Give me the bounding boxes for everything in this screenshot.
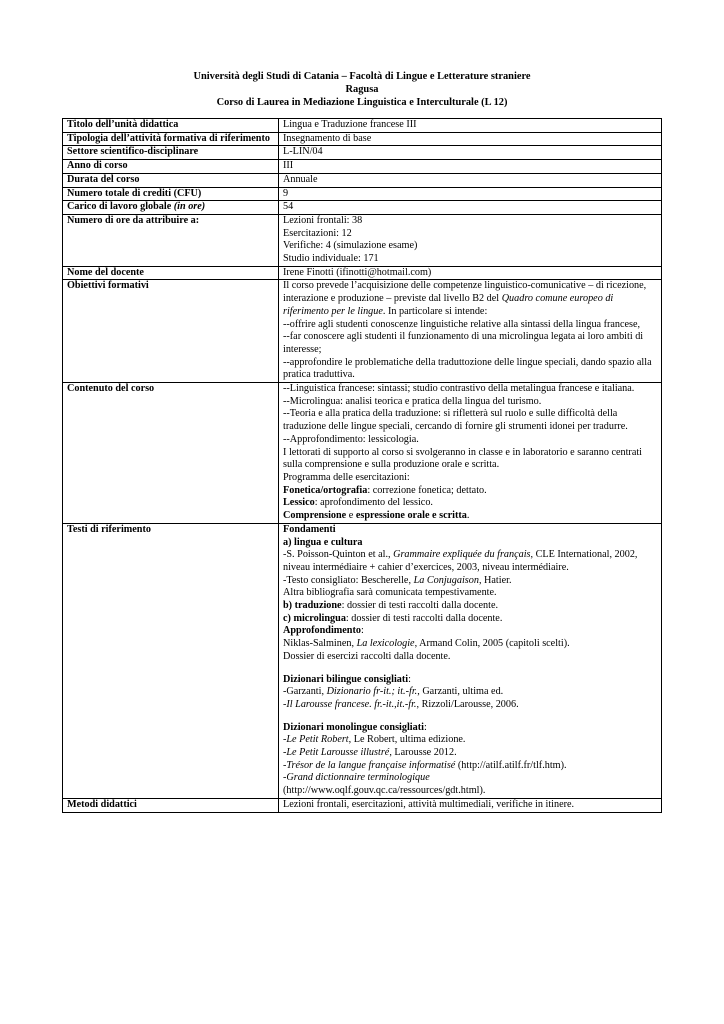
- value-durata: Annuale: [279, 173, 662, 187]
- contenuto-item: --Linguistica francese: sintassi; studio contrastivo della metalingua francese e italiana.: [283, 383, 635, 395]
- label-carico-main: Carico di lavoro globale: [67, 201, 174, 213]
- ref-title: -Le Petit Robert: [283, 734, 349, 746]
- ref-text: , Garzanti, ultima ed.: [417, 686, 504, 698]
- label-obiettivi: Obiettivi formativi: [63, 280, 279, 383]
- spacer: [283, 664, 657, 674]
- contenuto-item: --Approfondimento: lessicologia.: [283, 433, 419, 445]
- ref-title: La Conjugaison: [413, 574, 479, 586]
- testi-ref: [283, 734, 657, 747]
- obiettivi-intro-a: Il corso prevede l’acquisizione delle competenze linguistico-comunicative – di ricezione, interazione e produzione – previste dal livello B2 del: [283, 280, 647, 305]
- fondamenti-label: Fondamenti: [283, 523, 336, 535]
- ref-text: -Garzanti,: [283, 686, 327, 698]
- approfondimento-label: Approfondimento: [283, 625, 361, 637]
- bilingue-colon: :: [408, 673, 411, 685]
- contenuto-programma: Programma delle esercitazioni:: [283, 471, 410, 483]
- testi-ref: [283, 699, 657, 712]
- ref-text: , Le Robert, ultima edizione.: [348, 734, 466, 746]
- testi-microlingua: [283, 613, 657, 626]
- label-metodi: Metodi didattici: [63, 798, 279, 812]
- label-durata: Durata del corso: [63, 173, 279, 187]
- ore-lezioni: Lezioni frontali: 38: [283, 214, 363, 226]
- testi-approfondimento-heading: [283, 625, 657, 638]
- obiettivi-item: --approfondire le problematiche della traduttozione delle lingue speciali, dando spazio alla pratica traduttiva.: [283, 356, 652, 381]
- ref-text: , Armand Colin, 2005 (capitoli scelti).: [414, 638, 570, 650]
- row-testi: [63, 523, 662, 798]
- lingua-cultura-label: a) lingua e cultura: [283, 536, 363, 548]
- label-tipologia: Tipologia dell’attività formativa di riferimento: [63, 132, 279, 146]
- label-docente: Nome del docente: [63, 266, 279, 280]
- ref-title: -Il Larousse francese. fr.-it.,it.-fr.: [283, 698, 417, 710]
- spacer: [283, 712, 657, 722]
- row-docente: [63, 266, 662, 280]
- esercitazione-comprensione: [283, 510, 657, 523]
- testi-note: Altra bibliografia sarà comunicata tempestivamente.: [283, 587, 497, 599]
- ref-text: (http://atilf.atilf.fr/tlf.htm).: [455, 759, 567, 771]
- testi-fondamenti-heading: [283, 524, 657, 537]
- row-contenuto: [63, 383, 662, 524]
- value-titolo: Lingua e Traduzione francese III: [279, 119, 662, 133]
- label-anno: Anno di corso: [63, 160, 279, 174]
- testi-ref: [283, 760, 657, 773]
- value-ore: [279, 214, 662, 266]
- row-carico: [63, 201, 662, 215]
- ref-text: -Testo consigliato: Bescherelle,: [283, 574, 414, 586]
- row-obiettivi: [63, 280, 662, 383]
- ore-verifiche: Verifiche: 4 (simulazione esame): [283, 240, 418, 252]
- approfondimento-colon: :: [360, 625, 364, 637]
- microlingua-text: : dossier di testi raccolti dalla docente.: [345, 612, 503, 624]
- testi-ref: [283, 638, 657, 651]
- ore-esercitazioni: Esercitazioni: 12: [283, 227, 352, 239]
- lessico-text: : aprofondimento del lessico.: [314, 497, 433, 509]
- ref-title: -Le Petit Larousse illustré: [283, 747, 390, 759]
- ref-text: , CLE International, 2002, niveau intermédiaire + cahier d’exercices, 2003, niveau intermédiaire.: [283, 549, 638, 573]
- label-carico: [63, 201, 279, 215]
- row-titolo: [63, 119, 662, 133]
- monolingue-colon: :: [423, 721, 427, 733]
- contenuto-item: --Microlingua: analisi teorica e pratica della lingua del turismo.: [283, 395, 542, 407]
- testi-ref: [283, 772, 657, 785]
- value-contenuto: [279, 383, 662, 524]
- bilingue-label: Dizionari bilingue consigliati: [283, 673, 409, 685]
- obiettivi-item: --offrire agli studenti conoscenze linguistiche relative alla sintassi della lingua francese,: [283, 318, 641, 330]
- testi-ref: [283, 575, 657, 588]
- university-line: Università degli Studi di Catania – Facoltà di Lingue e Letterature straniere: [193, 71, 531, 82]
- row-anno: [63, 160, 662, 174]
- value-carico: 54: [279, 201, 662, 215]
- fonetica-heading: Fonetica/ortografia: [283, 484, 368, 496]
- degree-line: Corso di Laurea in Mediazione Linguistica e Interculturale (L 12): [216, 97, 508, 108]
- label-ore: Numero di ore da attribuire a:: [63, 214, 279, 266]
- value-testi: [279, 523, 662, 798]
- microlingua-label: c) microlingua: [283, 612, 346, 624]
- label-titolo: Titolo dell’unità didattica: [63, 119, 279, 133]
- label-carico-unit: (in ore): [173, 201, 206, 213]
- testi-bilingue-heading: [283, 674, 657, 687]
- row-crediti: [63, 187, 662, 201]
- label-contenuto: Contenuto del corso: [63, 383, 279, 524]
- document-header: [0, 70, 724, 109]
- ref-title: La lexicologie: [356, 638, 415, 650]
- row-metodi: [63, 798, 662, 812]
- ref-title: -Grand dictionnaire terminologique: [283, 772, 430, 784]
- value-tipologia: Insegnamento di base: [279, 132, 662, 146]
- lessico-heading: Lessico: [283, 497, 315, 509]
- ref-text: , Hatier.: [478, 574, 512, 586]
- city-line: Ragusa: [345, 84, 379, 95]
- ref-title: -Trésor de la langue française informatisé: [283, 759, 456, 771]
- esercitazione-lessico: [283, 497, 657, 510]
- label-settore: Settore scientifico-disciplinare: [63, 146, 279, 160]
- obiettivi-intro: [283, 280, 657, 318]
- value-settore: L-LIN/04: [279, 146, 662, 160]
- value-crediti: 9: [279, 187, 662, 201]
- value-anno: III: [279, 160, 662, 174]
- row-tipologia: [63, 132, 662, 146]
- contenuto-item: --Teoria e alla pratica della traduzione: si rifletterà sul ruolo e sulle difficoltà della traduzione delle lingue speciali, cercando di fornire gli strumenti idonei per tradurre.: [283, 408, 628, 433]
- ref-text: Niklas-Salminen,: [283, 638, 357, 650]
- course-info-table: [62, 118, 662, 813]
- testi-ref: [283, 549, 657, 574]
- esercitazione-fonetica: [283, 485, 657, 498]
- ref-text: , Rizzoli/Larousse, 2006.: [416, 698, 519, 710]
- obiettivi-intro-b: . In particolare si intende:: [382, 305, 488, 317]
- value-docente: Irene Finotti (ifinotti@hotmail.com): [279, 266, 662, 280]
- testi-note: Dossier di esercizi raccolti dalla docente.: [283, 650, 451, 662]
- ref-text: -S. Poisson-Quinton et al.,: [283, 549, 394, 561]
- espressione-heading: espressione orale e scritta: [355, 510, 467, 522]
- obiettivi-item: --far conoscere agli studenti il funzionamento di una microlingua legata ai loro ambiti di interesse;: [283, 331, 644, 355]
- row-settore: [63, 146, 662, 160]
- label-testi: Testi di riferimento: [63, 523, 279, 798]
- ref-text: , Larousse 2012.: [389, 747, 457, 759]
- testi-traduzione: [283, 600, 657, 613]
- ref-title: Grammaire expliquée du français: [393, 549, 531, 561]
- value-metodi: Lezioni frontali, esercitazioni, attività multimediali, verifiche in itinere.: [279, 798, 662, 812]
- ref-title: Dizionario fr-it.; it.-fr.: [326, 686, 418, 698]
- obiettivi-intro-quadro: Quadro comune europeo di riferimento per le lingue: [283, 293, 614, 317]
- ore-studio: Studio individuale: 171: [283, 253, 379, 265]
- testi-lingua-heading: [283, 537, 657, 550]
- row-ore: [63, 214, 662, 266]
- testi-monolingue-heading: [283, 722, 657, 735]
- contenuto-lettorati: I lettorati di supporto al corso si svolgeranno in classe e in laboratorio e saranno centrati sulla comprensione e sulla produzione orale e scritta.: [283, 446, 642, 471]
- label-crediti: Numero totale di crediti (CFU): [63, 187, 279, 201]
- comprensione-end: .: [466, 510, 470, 522]
- monolingue-label: Dizionari monolingue consigliati: [283, 721, 424, 733]
- traduzione-text: : dossier di testi raccolti dalla docente.: [341, 600, 499, 612]
- row-durata: [63, 173, 662, 187]
- testi-ref: [283, 747, 657, 760]
- value-obiettivi: [279, 280, 662, 383]
- comprensione-joiner: e: [346, 510, 356, 522]
- comprensione-heading: Comprensione: [283, 510, 347, 522]
- fonetica-text: : correzione fonetica; dettato.: [367, 484, 487, 496]
- testi-ref: [283, 686, 657, 699]
- testi-url: (http://www.oqlf.gouv.qc.ca/ressources/gdt.html).: [283, 785, 486, 797]
- traduzione-label: b) traduzione: [283, 600, 342, 612]
